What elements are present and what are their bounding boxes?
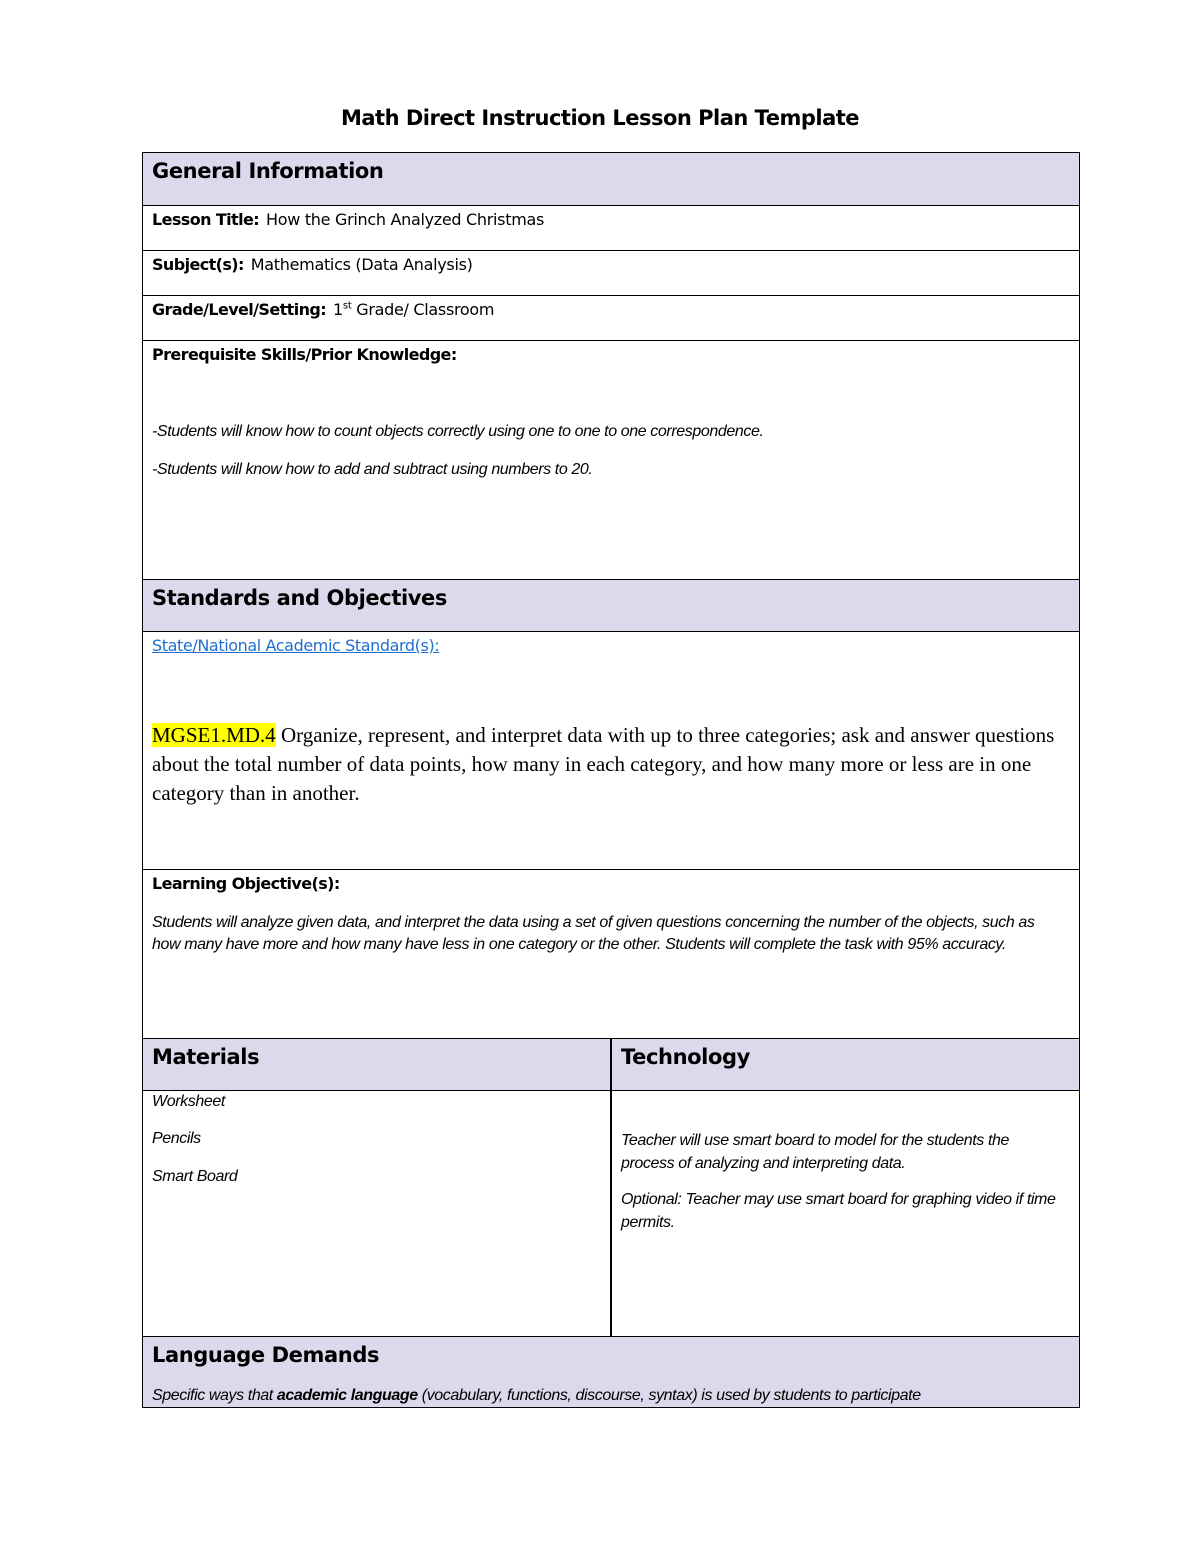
- materials-item: Smart Board: [152, 1168, 238, 1185]
- grade-number: 1: [333, 300, 343, 319]
- grade-row: [143, 296, 1079, 341]
- learning-objective-row: [143, 870, 1079, 1039]
- language-demands-heading: Language Demands: [152, 1343, 380, 1367]
- lesson-title-row: [143, 206, 1079, 251]
- lesson-title-label: Lesson Title:: [152, 210, 260, 229]
- subjects-label: Subject(s):: [152, 255, 244, 274]
- materials-item: Worksheet: [152, 1093, 225, 1110]
- technology-paragraph-2: Optional: Teacher may use smart board for graphing video if time permits.: [621, 1191, 1056, 1231]
- grade-ordinal-suffix: st: [342, 300, 352, 312]
- general-information-heading: General Information: [152, 159, 384, 183]
- learning-objective-text: Students will analyze given data, and interpret the data using a set of given questions concerning the number of the objects, such as how many have more and how many have less in one category or the other. Students will complete the task with 95% accuracy.: [152, 914, 1035, 953]
- subjects-value: Mathematics (Data Analysis): [250, 255, 473, 274]
- language-text-bold: academic language: [276, 1387, 418, 1404]
- grade-setting: Grade/ Classroom: [351, 300, 495, 319]
- standard-code: MGSE1.MD.4: [152, 723, 276, 747]
- prerequisite-label: Prerequisite Skills/Prior Knowledge:: [152, 345, 457, 364]
- technology-paragraph-1: Teacher will use smart board to model for the students the process of analyzing and interpreting data.: [621, 1132, 1009, 1172]
- lesson-plan-table: [142, 152, 1080, 1408]
- language-text-before: Specific ways that: [152, 1387, 277, 1404]
- prerequisite-item: -Students will know how to count objects correctly using one to one to one correspondence.: [152, 423, 764, 440]
- standard-description: Organize, represent, and interpret data with up to three categories; ask and answer questions about the total number of data points, how many in each category, and how many more or less are in one category than in another.: [152, 723, 1055, 805]
- prerequisite-row: [143, 341, 1079, 580]
- language-demands-section: [143, 1337, 1079, 1407]
- grade-value: [333, 300, 494, 319]
- academic-standards-link[interactable]: State/National Academic Standard(s):: [152, 636, 440, 655]
- standard-text-block: [152, 721, 1071, 808]
- technology-heading: Technology: [621, 1045, 750, 1069]
- standards-objectives-header: [143, 580, 1079, 632]
- column-divider: [610, 1038, 612, 1337]
- learning-objective-label: Learning Objective(s):: [152, 874, 340, 893]
- lesson-title-value: How the Grinch Analyzed Christmas: [266, 210, 545, 229]
- grade-label: Grade/Level/Setting:: [152, 300, 327, 319]
- standards-row: [143, 632, 1079, 870]
- document-title: Math Direct Instruction Lesson Plan Template: [340, 106, 860, 130]
- general-information-header: [143, 153, 1079, 206]
- materials-item: Pencils: [152, 1130, 201, 1147]
- prerequisite-item: -Students will know how to add and subtract using numbers to 20.: [152, 461, 593, 478]
- language-demands-text: [152, 1387, 921, 1405]
- subjects-row: [143, 251, 1079, 296]
- standards-objectives-heading: Standards and Objectives: [152, 586, 447, 610]
- language-text-after: (vocabulary, functions, discourse, syntax) is used by students to participate: [417, 1387, 921, 1404]
- materials-heading: Materials: [152, 1045, 260, 1069]
